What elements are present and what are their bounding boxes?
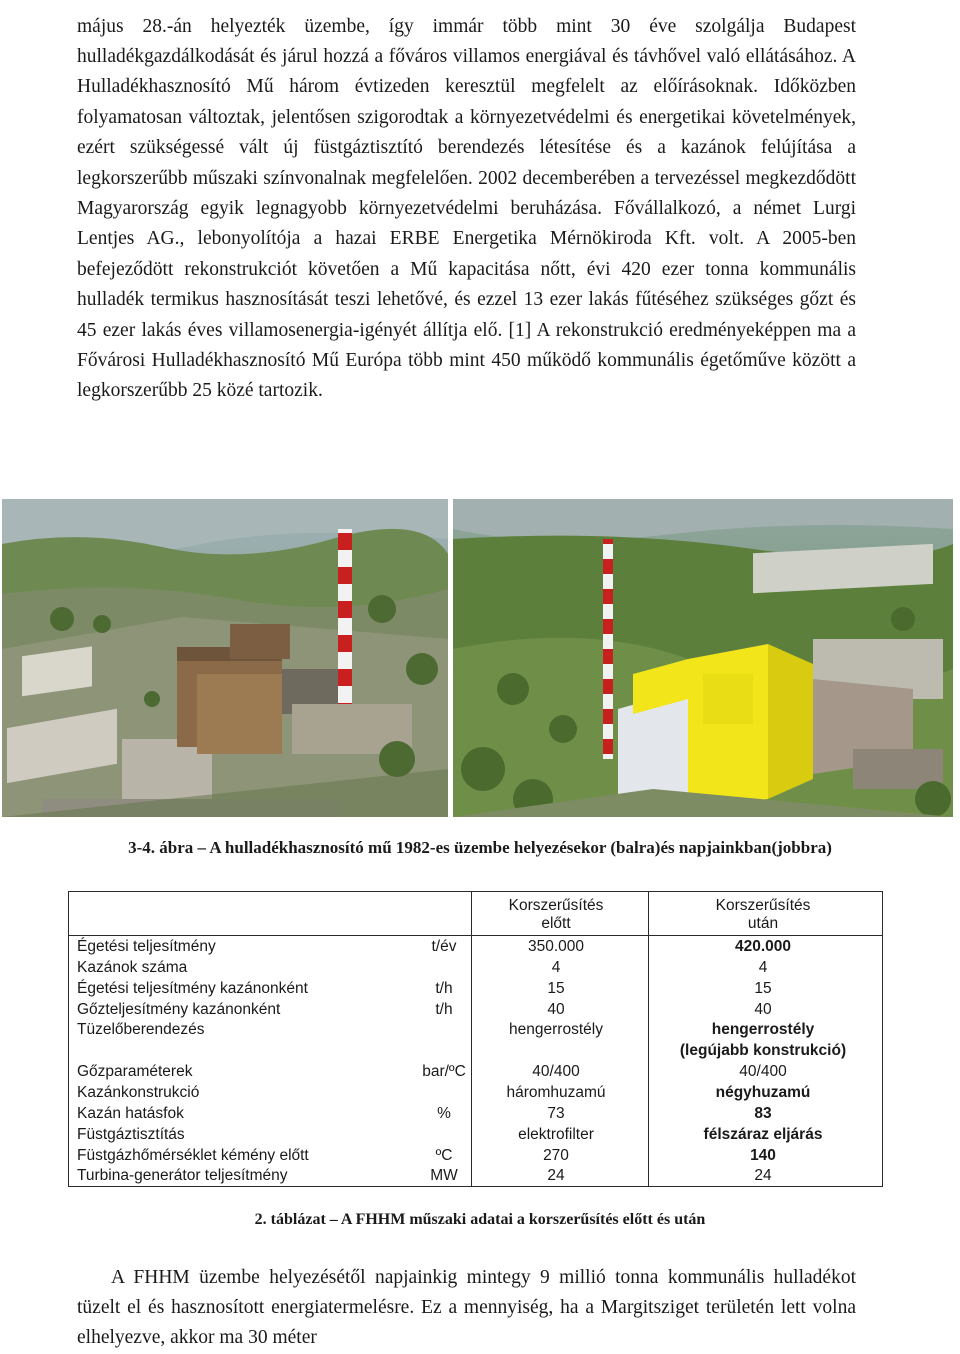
row-value-after: 40/400	[739, 1063, 787, 1080]
header-after-line1: Korszerűsítés	[715, 897, 811, 914]
table-caption: 2. táblázat – A FHHM műszaki adatai a korszerűsítés előtt és után	[254, 1211, 706, 1228]
row-label: Kazánkonstrukció	[77, 1084, 200, 1101]
photo-pair	[2, 499, 953, 817]
row-label: Gőzteljesítmény kazánonként	[77, 1001, 281, 1018]
plant-1982-illustration	[2, 499, 448, 817]
row-value-before: 350.000	[527, 938, 585, 955]
row-label: Gőzparaméterek	[77, 1063, 193, 1080]
row-value-after: 24	[754, 1167, 772, 1184]
row-unit: t/h	[435, 1001, 453, 1018]
row-value-before: 15	[547, 980, 565, 997]
intro-paragraph: május 28.-án helyezték üzembe, így immár több mint 30 éve szolgálja Budapest hulladékgazdálkodását és járul hozzá a főváros villamos energiával és távhővel való ellátásához. A Hulladékhasznosító Mű három évtizeden keresztül megfelelt az előírásoknak. Időközben folyamatosan változtak, jelentősen szigorodtak a környezetvédelmi és energetikai követelmények, ezért szükségessé vált új füstgáztisztító berendezés létesítése és a kazánok felújítása a legkorszerűbb műszaki színvonalnak megfelelően. 2002 decemberében a tervezéssel megkezdődött Magyarország egyik legnagyobb környezetvédelmi beruházása. Fővállalkozó, a német Lurgi Lentjes AG., lebonyolítója a hazai ERBE Energetika Mérnökiroda Kft. volt. A 2005-ben befejeződött rekonstrukciót követően a Mű kapacitása nőtt, évi 420 ezer tonna kommunális hulladék termikus hasznosítását teszi lehetővé, és ezzel 13 ezer lakás fűtéséhez szükséges gőzt és 45 ezer lakás éves villamosenergia-igényét állítja elő. [1] A rekonstrukció eredményeképpen ma a Fővárosi Hulladékhasznosító Mű Európa több mint 450 működő kommunális égetőműve között a legkorszerűbb 25 közé tartozik.	[77, 15, 856, 402]
row-value-before: 40	[547, 1001, 565, 1018]
row-unit: bar/ºC	[422, 1063, 466, 1080]
row-value-after: 4	[758, 959, 768, 976]
technical-data-table	[68, 891, 883, 1187]
row-value-after: 420.000	[734, 938, 792, 955]
row-value-after-continued: (legújabb konstrukció)	[679, 1042, 847, 1059]
row-value-after: 83	[754, 1105, 772, 1122]
header-divider	[69, 935, 882, 936]
row-value-after: 140	[750, 1147, 776, 1164]
row-value-after: hengerrostély	[711, 1021, 815, 1038]
row-value-before: 40/400	[532, 1063, 580, 1080]
row-label: Turbina-generátor teljesítmény	[77, 1167, 288, 1184]
plant-today-illustration	[453, 499, 953, 817]
row-value-before: 270	[543, 1147, 569, 1164]
plant-1982-aerial-photo	[2, 499, 448, 817]
header-after-line2: után	[747, 915, 779, 932]
row-unit: ºC	[435, 1147, 453, 1164]
closing-paragraph: A FHHM üzembe helyezésétől napjainkig mintegy 9 millió tonna kommunális hulladékot tüzelt el és hasznosított energiatermelésre. Ez a mennyiség, ha a Margitsziget területén lett volna elhelyezve, akkor ma 30 méter	[77, 1266, 856, 1349]
row-unit: t/h	[435, 980, 453, 997]
header-before-line1: Korszerűsítés	[508, 897, 604, 914]
row-value-before: 24	[547, 1167, 565, 1184]
row-unit: t/év	[431, 938, 457, 955]
row-value-after: négyhuzamú	[715, 1084, 811, 1101]
row-label: Kazán hatásfok	[77, 1105, 184, 1122]
row-value-before: 73	[547, 1105, 565, 1122]
row-label: Égetési teljesítmény kazánonként	[77, 980, 308, 997]
row-label: Füstgáztisztítás	[77, 1126, 185, 1143]
row-label: Égetési teljesítmény	[77, 938, 216, 955]
row-value-before: háromhuzamú	[506, 1084, 606, 1101]
header-before-line2: előtt	[541, 915, 571, 932]
row-label: Füstgázhőmérséklet kémény előtt	[77, 1147, 309, 1164]
row-value-after: 40	[754, 1001, 772, 1018]
plant-today-aerial-photo	[453, 499, 953, 817]
row-value-after: 15	[754, 980, 772, 997]
row-label: Kazánok száma	[77, 959, 188, 976]
row-value-before: elektrofilter	[518, 1126, 594, 1143]
row-value-before: 4	[551, 959, 561, 976]
row-value-after: félszáraz eljárás	[703, 1126, 823, 1143]
row-label: Tüzelőberendezés	[77, 1021, 205, 1038]
row-value-before: hengerrostély	[509, 1021, 603, 1038]
row-unit: %	[437, 1105, 451, 1122]
figure-caption: 3-4. ábra – A hulladékhasznosító mű 1982-es üzembe helyezésekor (balra)és napjainkban(jobbra)	[128, 838, 832, 857]
row-unit: MW	[430, 1167, 458, 1184]
